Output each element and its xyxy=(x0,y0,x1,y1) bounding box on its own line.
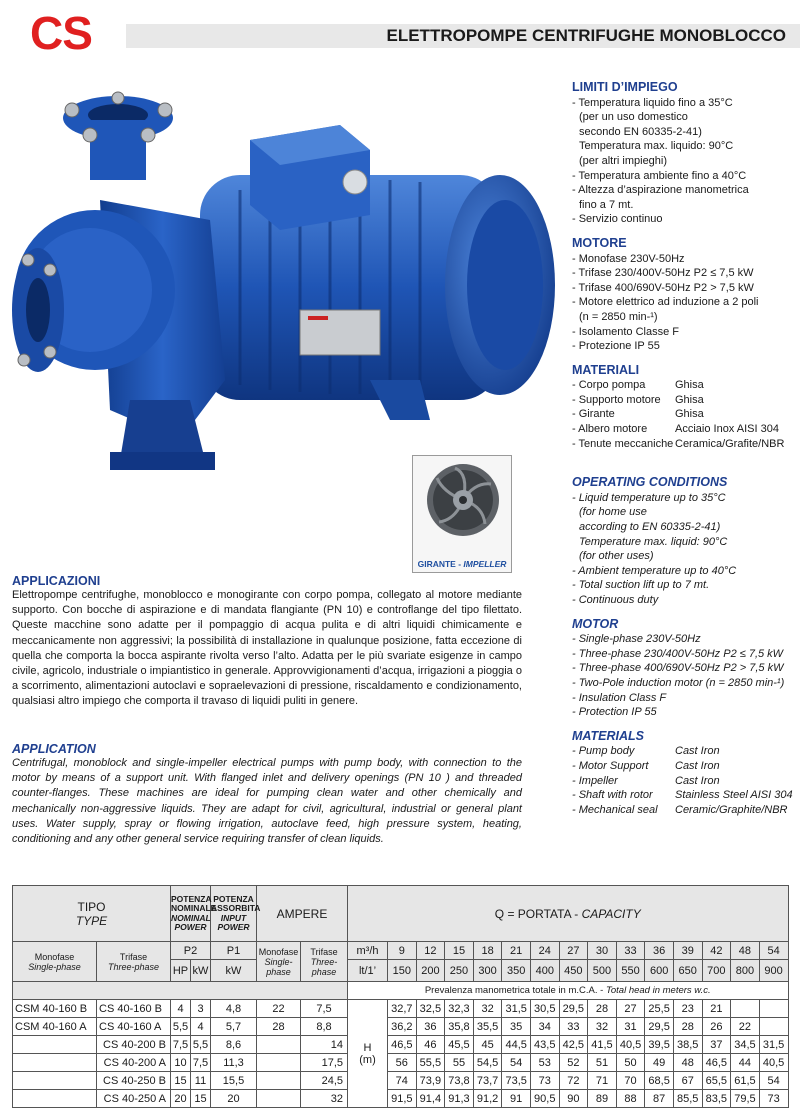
table-cell: 24 xyxy=(530,942,559,960)
table-cell: 72 xyxy=(559,1072,588,1090)
operating-heading: OPERATING CONDITIONS xyxy=(572,475,728,490)
table-cell: 73 xyxy=(530,1072,559,1090)
m3h-label: m³/h xyxy=(348,942,388,960)
table-cell: 37 xyxy=(702,1036,731,1054)
kw-p1-header: kW xyxy=(211,960,257,982)
list-item: - Liquid temperature up to 35°C (for home use according to EN 60335-2-41) Temperature max. liquid: 90°C (for other uses) xyxy=(572,491,728,563)
kw-header: kW xyxy=(191,960,211,982)
table-cell: 29,5 xyxy=(559,1000,588,1018)
table-cell: 46,5 xyxy=(702,1054,731,1072)
table-cell: 27 xyxy=(616,1000,645,1018)
table-cell: 21 xyxy=(502,942,531,960)
table-cell: CS 40-160 A xyxy=(97,1018,171,1036)
table-cell: 45,5 xyxy=(445,1036,474,1054)
table-cell: 7,5 xyxy=(191,1054,211,1072)
table-cell: 42,5 xyxy=(559,1036,588,1054)
hp-header: HP xyxy=(171,960,191,982)
table-cell: 28 xyxy=(588,1000,617,1018)
table-cell: 250 xyxy=(445,960,474,982)
table-cell: 14 xyxy=(301,1036,348,1054)
table-cell: 88 xyxy=(616,1090,645,1108)
title-bar xyxy=(126,24,800,48)
table-cell: 45 xyxy=(473,1036,502,1054)
table-cell: 70 xyxy=(616,1072,645,1090)
table-cell: 550 xyxy=(616,960,645,982)
list-item: - Impeller Cast Iron xyxy=(572,774,720,787)
list-item: - Protezione IP 55 xyxy=(572,340,660,353)
table-cell: 39 xyxy=(673,942,702,960)
table-cell: 67 xyxy=(673,1072,702,1090)
table-cell: 30,5 xyxy=(530,1000,559,1018)
nominal-power-header: POTENZA NOMINALE NOMINAL POWER xyxy=(171,886,211,942)
table-cell: 73 xyxy=(759,1090,788,1108)
operating-list xyxy=(572,491,797,608)
head-axis-label: H (m) xyxy=(348,1000,388,1108)
table-cell: 83,5 xyxy=(702,1090,731,1108)
table-cell: 600 xyxy=(645,960,674,982)
lmin-label: lt/1’ xyxy=(348,960,388,982)
table-cell: 87 xyxy=(645,1090,674,1108)
table-cell: 650 xyxy=(673,960,702,982)
table-cell: 46,5 xyxy=(388,1036,417,1054)
table-cell: 79,5 xyxy=(731,1090,760,1108)
table-cell: 700 xyxy=(702,960,731,982)
table-cell: 24,5 xyxy=(301,1072,348,1090)
table-cell: 36 xyxy=(645,942,674,960)
list-item: - Motore elettrico ad induzione a 2 poli (n = 2850 min-¹) xyxy=(572,296,759,323)
table-cell: 8,6 xyxy=(211,1036,257,1054)
list-item: - Monofase 230V-50Hz xyxy=(572,252,685,265)
table-cell: 7,5 xyxy=(301,1000,348,1018)
table-cell: 35,5 xyxy=(473,1018,502,1036)
table-cell: 53 xyxy=(530,1054,559,1072)
application-heading: APPLICATION xyxy=(12,742,96,756)
list-item: - Continuous duty xyxy=(572,594,659,606)
applicazioni-section xyxy=(12,574,522,710)
table-cell xyxy=(13,1072,97,1090)
table-cell: 32 xyxy=(473,1000,502,1018)
table-cell xyxy=(257,1036,301,1054)
table-cell: CS 40-250 B xyxy=(97,1072,171,1090)
table-cell: CS 40-200 B xyxy=(97,1036,171,1054)
applicazioni-heading: APPLICAZIONI xyxy=(12,574,101,588)
table-cell: 18 xyxy=(473,942,502,960)
table-cell: 15,5 xyxy=(211,1072,257,1090)
list-item: - Supporto motore Ghisa xyxy=(572,393,704,406)
list-item: - Trifase 400/690V-50Hz P2 > 7,5 kW xyxy=(572,281,754,294)
table-cell: 55 xyxy=(445,1054,474,1072)
table-cell: 5,5 xyxy=(191,1036,211,1054)
table-row xyxy=(13,1000,789,1018)
limiti-list xyxy=(572,96,797,227)
list-item: - Isolamento Classe F xyxy=(572,325,679,338)
motore-heading: MOTORE xyxy=(572,235,627,250)
pump-photo xyxy=(10,80,560,500)
impeller-image xyxy=(425,462,501,538)
table-cell: 55,5 xyxy=(416,1054,445,1072)
table-cell: 10 xyxy=(171,1054,191,1072)
list-item: - Trifase 230/400V-50Hz P2 ≤ 7,5 kW xyxy=(572,267,754,280)
list-item: - Protection IP 55 xyxy=(572,706,657,719)
list-item: - Temperatura liquido fino a 35°C (per un uso domestico secondo EN 60335-2-41) Temperatura max. liquido: 90°C (per altri impieghi) xyxy=(572,96,734,167)
list-item: - Servizio continuo xyxy=(572,213,663,226)
list-item: - Altezza d’aspirazione manometrica fino a 7 mt. xyxy=(572,184,749,211)
table-cell: 11 xyxy=(191,1072,211,1090)
table-cell: 27 xyxy=(559,942,588,960)
list-item: - Temperatura ambiente fino a 40°C xyxy=(572,169,747,182)
table-cell: 73,9 xyxy=(416,1072,445,1090)
table-cell: 9 xyxy=(388,942,417,960)
table-cell: 41,5 xyxy=(588,1036,617,1054)
table-cell: 42 xyxy=(702,942,731,960)
table-cell: 91,5 xyxy=(388,1090,417,1108)
table-cell: 44,5 xyxy=(502,1036,531,1054)
application-text: Centrifugal, monoblock and single-impeller electrical pumps with pump body, with connection to the motor by means of a support unit. With flanged inlet and delivery openings (PN 10 ) and threaded counter-flanges. These machines are ideal for pumping clean water and other chemically and mechanically non-aggressive liquids. They are adapt for civil, agricultural, industrial or general plant uses. Water supply, spray or flowing irrigation, autoclave feed, high pressure system, heating, conditioning and any other general service requiring transfer of clean liquids. xyxy=(12,757,522,846)
table-cell: 31 xyxy=(616,1018,645,1036)
table-cell: 38,5 xyxy=(673,1036,702,1054)
table-cell: 300 xyxy=(473,960,502,982)
list-item: - Three-phase 400/690V-50Hz P2 > 7,5 kW xyxy=(572,662,784,675)
table-cell: 32,3 xyxy=(445,1000,474,1018)
list-item: - Two-Pole induction motor (n = 2850 min-¹) xyxy=(572,676,785,689)
table-cell: 90 xyxy=(559,1090,588,1108)
table-cell: 800 xyxy=(731,960,760,982)
table-cell xyxy=(257,1090,301,1108)
table-cell: 32,7 xyxy=(388,1000,417,1018)
table-cell: 85,5 xyxy=(673,1090,702,1108)
table-cell: 54,5 xyxy=(473,1054,502,1072)
table-cell: 22 xyxy=(257,1000,301,1018)
table-cell: 15 xyxy=(171,1072,191,1090)
table-row xyxy=(13,1036,789,1054)
impeller-inset xyxy=(412,455,512,573)
table-cell: 91 xyxy=(502,1090,531,1108)
table-cell: 200 xyxy=(416,960,445,982)
ampere-mono-header: Monofase Single-phase xyxy=(257,942,301,982)
table-cell: 5,7 xyxy=(211,1018,257,1036)
table-cell: 20 xyxy=(211,1090,257,1108)
list-item: - Single-phase 230V-50Hz xyxy=(572,633,701,646)
table-cell: 73,7 xyxy=(473,1072,502,1090)
applicazioni-text: Elettropompe centrifughe, monoblocco e monogirante con corpo pompa, collegato al motore mediante supporto. Con bocche di aspirazione e di mandata flangiante (PN 10) e controflange del tipo filettato. Queste macchine sono adatte per il pompaggio di acqua pulita e di altri liquidi chimicamente e meccanicamente non aggressivi; la possibilità di installazione in qualunque posizione, fatta eccezione di quella che comporta la bocca aspirante rivolta verso l’alto. Adatta per le più svariate esigenze in campo civile, agricolo, industriale o impiantistico in generale. Approvvigionamenti d’acqua, irrigazioni a pioggia o a scorrimento, alimentazioni autoclavi e sopraelevazioni di pressione, riscaldamento e condizionamento, qualsiasi altro impiego che comporta il travaso di liquidi puliti in genere. xyxy=(12,589,522,708)
table-cell: 350 xyxy=(502,960,531,982)
materials-list xyxy=(572,744,797,817)
materiali-list xyxy=(572,378,797,451)
table-cell: 50 xyxy=(616,1054,645,1072)
table-cell: 65,5 xyxy=(702,1072,731,1090)
list-item: - Tenute meccaniche Ceramica/Grafite/NBR xyxy=(572,437,785,450)
table-row xyxy=(13,1018,789,1036)
table-cell: 5,5 xyxy=(171,1018,191,1036)
table-cell: 54 xyxy=(759,942,788,960)
table-cell: 17,5 xyxy=(301,1054,348,1072)
table-cell: 56 xyxy=(388,1054,417,1072)
table-cell: 15 xyxy=(191,1090,211,1108)
table-cell: 34,5 xyxy=(731,1036,760,1054)
input-power-header: POTENZA ASSORBITA INPUT POWER xyxy=(211,886,257,942)
table-cell: CS 40-200 A xyxy=(97,1054,171,1072)
table-cell xyxy=(257,1072,301,1090)
table-cell: 21 xyxy=(702,1000,731,1018)
table-cell: 11,3 xyxy=(211,1054,257,1072)
table-cell: 36 xyxy=(416,1018,445,1036)
table-cell: 40,5 xyxy=(616,1036,645,1054)
table-cell: 48 xyxy=(731,942,760,960)
table-cell xyxy=(759,1018,788,1036)
list-item: - Motor Support Cast Iron xyxy=(572,759,720,772)
table-cell xyxy=(13,1090,97,1108)
table-cell: 54 xyxy=(502,1054,531,1072)
table-cell: 40,5 xyxy=(759,1054,788,1072)
table-cell: 46 xyxy=(416,1036,445,1054)
table-cell: 54 xyxy=(759,1072,788,1090)
list-item: - Corpo pompa Ghisa xyxy=(572,379,704,392)
table-cell: 500 xyxy=(588,960,617,982)
table-cell: 91,4 xyxy=(416,1090,445,1108)
table-cell: 49 xyxy=(645,1054,674,1072)
table-cell: 34 xyxy=(530,1018,559,1036)
table-cell xyxy=(257,1054,301,1072)
table-cell xyxy=(759,1000,788,1018)
table-cell: 33 xyxy=(616,942,645,960)
table-cell: 7,5 xyxy=(171,1036,191,1054)
table-cell: 31,5 xyxy=(502,1000,531,1018)
table-cell: 4,8 xyxy=(211,1000,257,1018)
trifase-header: Trifase Three-phase xyxy=(97,942,171,982)
table-cell: 23 xyxy=(673,1000,702,1018)
table-cell: 30 xyxy=(588,942,617,960)
table-cell: 28 xyxy=(257,1018,301,1036)
table-cell: 15 xyxy=(445,942,474,960)
list-item: - Insulation Class F xyxy=(572,691,667,704)
monofase-header: Monofase Single-phase xyxy=(13,942,97,982)
table-cell: 48 xyxy=(673,1054,702,1072)
table-cell: 32 xyxy=(301,1090,348,1108)
list-item: - Three-phase 230/400V-50Hz P2 ≤ 7,5 kW xyxy=(572,647,784,660)
table-cell: 89 xyxy=(588,1090,617,1108)
table-cell xyxy=(13,1054,97,1072)
list-item: - Total suction lift up to 7 mt. xyxy=(572,579,710,592)
table-cell: 26 xyxy=(702,1018,731,1036)
table-cell: 61,5 xyxy=(731,1072,760,1090)
table-cell: 900 xyxy=(759,960,788,982)
table-cell: 44 xyxy=(731,1054,760,1072)
table-cell: 28 xyxy=(673,1018,702,1036)
table-cell: 36,2 xyxy=(388,1018,417,1036)
table-cell: CSM 40-160 B xyxy=(13,1000,97,1018)
specs-column xyxy=(572,80,797,817)
table-cell: 74 xyxy=(388,1072,417,1090)
table-cell: 90,5 xyxy=(530,1090,559,1108)
table-row xyxy=(13,1054,789,1072)
table-cell: 91,3 xyxy=(445,1090,474,1108)
table-cell: 3 xyxy=(191,1000,211,1018)
table-cell: 51 xyxy=(588,1054,617,1072)
table-cell: 35,8 xyxy=(445,1018,474,1036)
capacity-header: Q = PORTATA - CAPACITY xyxy=(348,886,789,942)
ampere-header: AMPERE xyxy=(257,886,348,942)
table-cell: 35 xyxy=(502,1018,531,1036)
table-row xyxy=(13,1072,789,1090)
table-cell: 29,5 xyxy=(645,1018,674,1036)
table-cell: 12 xyxy=(416,942,445,960)
table-cell xyxy=(13,1036,97,1054)
table-cell: 39,5 xyxy=(645,1036,674,1054)
table-cell: 4 xyxy=(171,1000,191,1018)
table-cell: 4 xyxy=(191,1018,211,1036)
table-cell: 52 xyxy=(559,1054,588,1072)
table-cell: 20 xyxy=(171,1090,191,1108)
table-cell: 25,5 xyxy=(645,1000,674,1018)
table-cell: CS 40-160 B xyxy=(97,1000,171,1018)
materiali-heading: MATERIALI xyxy=(572,362,640,377)
table-cell: 150 xyxy=(388,960,417,982)
motor-heading: MOTOR xyxy=(572,616,619,631)
table-cell: 400 xyxy=(530,960,559,982)
ampere-tri-header: Trifase Three-phase xyxy=(301,942,348,982)
table-cell: 71 xyxy=(588,1072,617,1090)
limiti-heading: LIMITI D’IMPIEGO xyxy=(572,80,678,94)
motor-list xyxy=(572,632,797,720)
table-cell: 8,8 xyxy=(301,1018,348,1036)
table-cell: 32,5 xyxy=(416,1000,445,1018)
table-cell: 73,5 xyxy=(502,1072,531,1090)
list-item: - Albero motore Acciaio Inox AISI 304 xyxy=(572,423,779,436)
table-cell: 450 xyxy=(559,960,588,982)
application-section xyxy=(12,742,522,847)
impeller-caption: GIRANTE - IMPELLER xyxy=(417,559,507,569)
table-cell: 43,5 xyxy=(530,1036,559,1054)
list-item: - Mechanical seal Ceramic/Graphite/NBR xyxy=(572,803,788,816)
performance-table xyxy=(12,885,789,1108)
table-cell: 22 xyxy=(731,1018,760,1036)
motore-list xyxy=(572,252,797,354)
list-item: - Girante Ghisa xyxy=(572,408,704,421)
p2-header: P2 xyxy=(171,942,211,960)
table-row xyxy=(13,1090,789,1108)
tipo-header: TIPO TYPE xyxy=(13,886,171,942)
list-item: - Pump body Cast Iron xyxy=(572,745,720,758)
p1-header: P1 xyxy=(211,942,257,960)
brand-logo: CS xyxy=(30,7,92,59)
list-item: - Ambient temperature up to 40°C xyxy=(572,564,737,577)
table-cell: 73,8 xyxy=(445,1072,474,1090)
table-cell: 91,2 xyxy=(473,1090,502,1108)
table-cell: CSM 40-160 A xyxy=(13,1018,97,1036)
table-cell: 31,5 xyxy=(759,1036,788,1054)
page-title: ELETTROPOMPE CENTRIFUGHE MONOBLOCCO xyxy=(386,26,786,45)
table-cell: 33 xyxy=(559,1018,588,1036)
list-item: - Shaft with rotor Stainless Steel AISI 304 xyxy=(572,789,793,802)
table-cell: 32 xyxy=(588,1018,617,1036)
table-cell: CS 40-250 A xyxy=(97,1090,171,1108)
prevalenza-label: Prevalenza manometrica totale in m.C.A. - Total head in meters w.c. xyxy=(348,982,789,1000)
table-cell: 68,5 xyxy=(645,1072,674,1090)
table-cell xyxy=(731,1000,760,1018)
materials-heading: MATERIALS xyxy=(572,728,644,743)
